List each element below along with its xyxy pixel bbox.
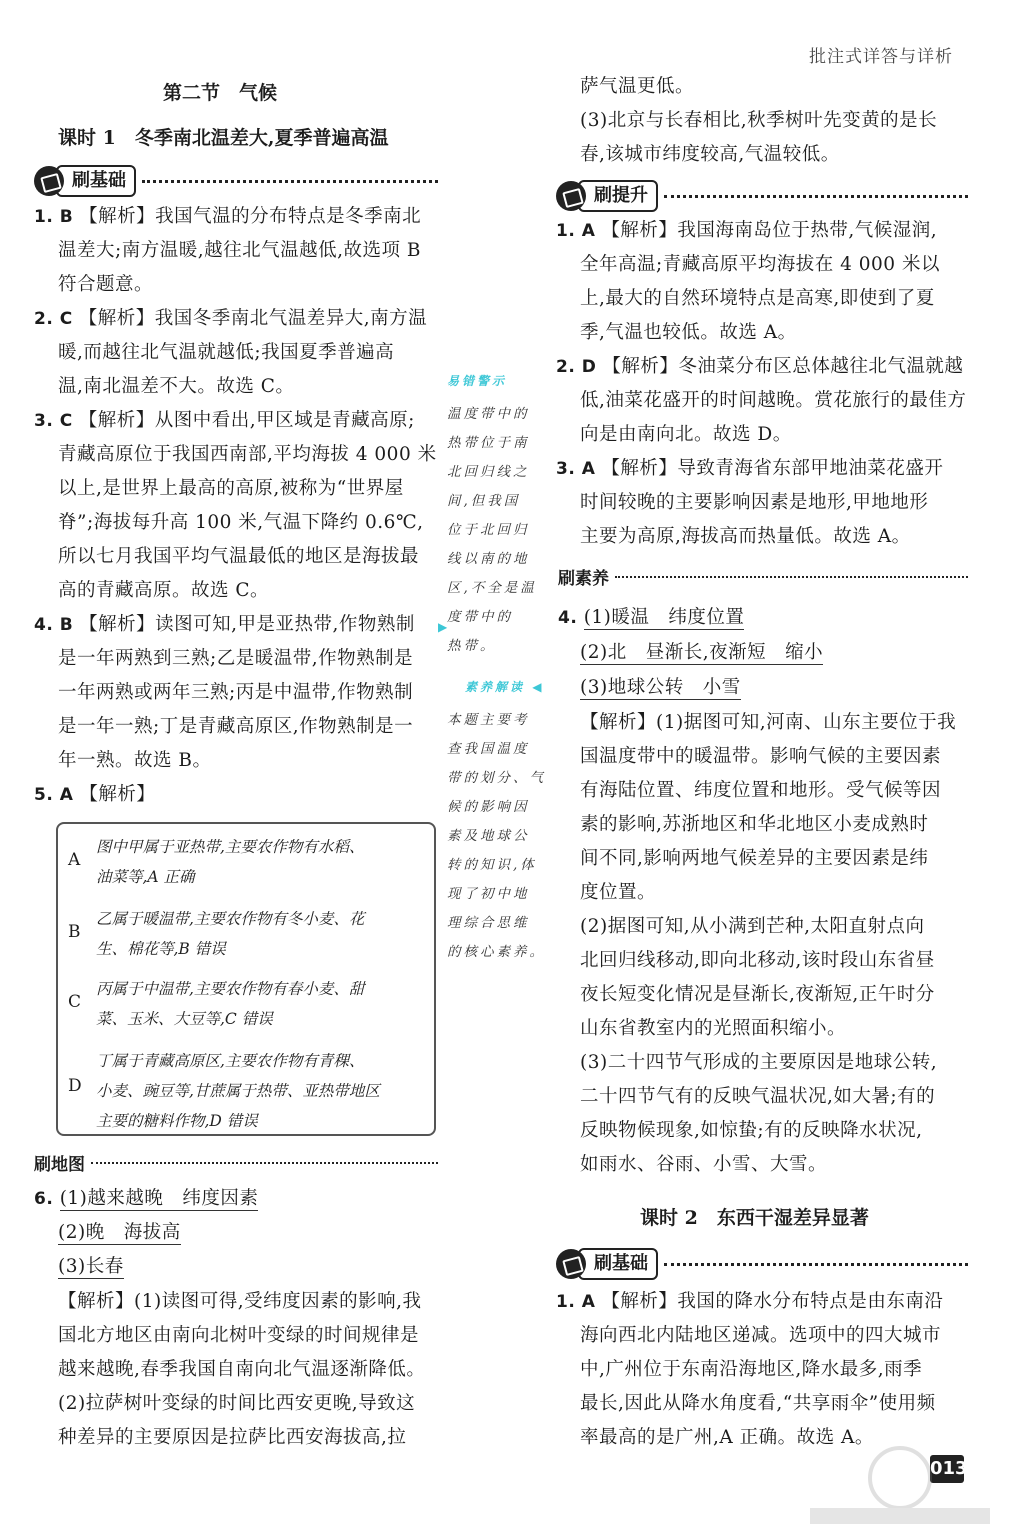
- text-line: [34, 574, 434, 608]
- line-text: 【解析】从图中看出,甲区域是青藏高原;: [78, 410, 415, 431]
- q6-answer-3: (3)长春: [58, 1256, 124, 1277]
- text-line: 现了初中地: [447, 886, 530, 902]
- text-line: 温度带中的: [447, 406, 530, 422]
- question-number: 6.: [34, 1189, 54, 1209]
- dotted-divider: [142, 180, 438, 183]
- page-number: 013: [930, 1455, 964, 1483]
- line-text: 脊”;海拔每升高 100 米,气温下降约 0.6℃,: [58, 512, 424, 533]
- text-line: [34, 642, 434, 676]
- text-line: 春,该城市纬度较高,气温较低。: [580, 144, 840, 165]
- q4-answer-1: [558, 601, 744, 635]
- text-line: 热带。: [447, 638, 497, 654]
- lesson2-title: 课时 2 东西干湿差异显著: [640, 1207, 869, 1229]
- text-line: 区,不全是温: [447, 580, 537, 596]
- text-line: [34, 472, 434, 506]
- text-line: 北回归线移动,即向北移动,该时段山东省昼: [580, 950, 935, 971]
- text-line: 理综合思维: [447, 915, 530, 931]
- text-line: [34, 676, 434, 710]
- question-number: 4.: [558, 608, 578, 628]
- side-note-heading-2: 素养解读 ◀: [465, 680, 545, 694]
- text-line: 度位置。: [580, 882, 657, 903]
- question-number: 1. A: [556, 1292, 596, 1312]
- line-text: 海向西北内陆地区递减。选项中的四大城市: [580, 1325, 942, 1346]
- text-line: [556, 1387, 943, 1421]
- option-label: D: [68, 1076, 82, 1096]
- line-text: 时间较晚的主要影响因素是地形,甲地地形: [580, 492, 929, 513]
- option-text: 油菜等,A 正确: [96, 868, 195, 886]
- line-text: 年一熟。故选 B。: [58, 750, 212, 771]
- text-line: 二十四节气有的反映气温状况,如大暑;有的: [580, 1086, 936, 1107]
- text-line: [34, 404, 434, 438]
- line-text: 最长,因此从降水角度看,“共享雨伞”使用频: [580, 1393, 936, 1414]
- text-line: 素及地球公: [447, 828, 530, 844]
- line-text: 【解析】: [79, 784, 156, 805]
- text-line: [34, 302, 434, 336]
- text-line: [34, 778, 434, 812]
- option-text: 小麦、豌豆等,甘蔗属于热带、亚热带地区: [96, 1082, 380, 1100]
- line-text: 以上,是世界上最高的高原,被称为“世界屋: [58, 478, 404, 499]
- line-text: 向是由南向北。故选 D。: [580, 424, 792, 445]
- text-line: [34, 710, 434, 744]
- line-text: 暖,而越往北气温就越低;我国夏季普遍高: [58, 342, 395, 363]
- line-text: 【解析】导致青海省东部甲地油菜花盛开: [601, 458, 944, 479]
- line-text: 【解析】读图可知,甲是亚热带,作物熟制: [79, 614, 415, 635]
- badge-label: 刷提升: [578, 180, 658, 212]
- q4-analysis: [580, 706, 956, 1182]
- text-line: 萨气温更低。: [580, 76, 695, 97]
- section-title: 第二节 气候: [163, 82, 278, 104]
- text-line: [556, 350, 966, 384]
- text-line: [556, 214, 966, 248]
- option-text: 丁属于青藏高原区,主要农作物有青稞、: [96, 1052, 365, 1070]
- text-line: [34, 370, 434, 404]
- text-line: (3)二十四节气形成的主要原因是地球公转,: [580, 1052, 938, 1073]
- text-line: 越来越晚,春季我国自南向北气温逐渐降低。: [58, 1359, 426, 1380]
- dotted-divider: [615, 576, 968, 578]
- question-number: 2. D: [556, 357, 597, 377]
- book-icon: [556, 181, 586, 211]
- badge-basic-2: [556, 1248, 968, 1280]
- text-line: 国温度带中的暖温带。影响气候的主要因素: [580, 746, 942, 767]
- text-line: 素的影响,苏浙地区和华北地区小麦成熟时: [580, 814, 929, 835]
- text-line: [556, 418, 966, 452]
- arrow-right-icon: ▶: [438, 620, 448, 634]
- text-line: [34, 744, 434, 778]
- option-text: 丙属于中温带,主要农作物有春小麦、甜: [96, 980, 365, 998]
- line-text: 季,气温也较低。故选 A。: [580, 322, 797, 343]
- text-line: [556, 520, 966, 554]
- option-text: 主要的糖料作物,D 错误: [96, 1112, 258, 1130]
- text-line: 【解析】(1)读图可得,受纬度因素的影响,我: [58, 1291, 422, 1312]
- text-line: 间,但我国: [447, 493, 521, 509]
- text-line: 转的知识,体: [447, 857, 537, 873]
- text-line: 带的划分、气: [447, 770, 546, 786]
- q4-answer-2: (2)北 昼渐长,夜渐短 缩小: [580, 642, 824, 663]
- line-text: 【解析】冬油菜分布区总体越往北气温就越: [602, 356, 964, 377]
- text-line: [556, 1353, 943, 1387]
- section-literacy: [558, 564, 968, 589]
- text-line: (3)北京与长春相比,秋季树叶先变黄的是长: [580, 110, 938, 131]
- text-line: [556, 316, 966, 350]
- text-line: 有海陆位置、纬度位置和地形。受气候等因: [580, 780, 942, 801]
- dotted-divider: [664, 1263, 968, 1266]
- answer-text: (1)暖温 纬度位置: [583, 607, 745, 628]
- badge-label: 刷基础: [578, 1248, 658, 1280]
- option-text: 图中甲属于亚热带,主要农作物有水稻、: [96, 838, 365, 856]
- line-text: 高的青藏高原。故选 C。: [58, 580, 270, 601]
- text-line: [34, 268, 434, 302]
- line-text: 所以七月我国平均气温最低的地区是海拔最: [58, 546, 420, 567]
- text-line: 【解析】(1)据图可知,河南、山东主要位于我: [580, 712, 957, 733]
- text-line: [556, 486, 966, 520]
- text-line: 热带位于南: [447, 435, 530, 451]
- text-line: [556, 452, 966, 486]
- text-line: 间不同,影响两地气候差异的主要因素是纬: [580, 848, 929, 869]
- text-line: [34, 506, 434, 540]
- text-line: [34, 234, 434, 268]
- text-line: [34, 608, 434, 642]
- option-text: 菜、玉米、大豆等,C 错误: [96, 1010, 273, 1028]
- option-label: B: [68, 922, 81, 942]
- literacy-label: 刷素养: [558, 569, 609, 589]
- text-line: 查我国温度: [447, 741, 530, 757]
- line-text: 【解析】我国海南岛位于热带,气候湿润,: [601, 220, 938, 241]
- text-line: (2)据图可知,从小满到芒种,太阳直射点向: [580, 916, 925, 937]
- question-number: 1. B: [34, 207, 74, 227]
- text-line: 的核心素养。: [447, 944, 546, 960]
- line-text: 【解析】我国冬季南北气温差异大,南方温: [78, 308, 428, 329]
- question-number: 3. A: [556, 459, 596, 479]
- lesson1-title: 课时 1 冬季南北温差大,夏季普遍高温: [58, 127, 389, 149]
- lesson2-answers: [556, 1285, 943, 1455]
- option-analysis-box: [56, 822, 436, 1136]
- line-text: 低,油菜花盛开的时间越晚。赏花旅行的最佳方: [580, 390, 967, 411]
- text-line: [34, 336, 434, 370]
- question-number: 1. A: [556, 221, 596, 241]
- text-line: 国北方地区由南向北树叶变绿的时间规律是: [58, 1325, 420, 1346]
- book-icon: [556, 1249, 586, 1279]
- question-number: 3. C: [34, 411, 73, 431]
- option-text: 生、棉花等,B 错误: [96, 940, 226, 958]
- section-map-practice: [34, 1150, 438, 1175]
- option-label: A: [68, 850, 81, 870]
- side-note-heading: 易错警示: [447, 374, 508, 388]
- text-line: 本题主要考: [447, 712, 530, 728]
- side-note-2: [447, 706, 546, 967]
- q6-answer-1: [34, 1182, 258, 1216]
- left-answers: [34, 200, 437, 812]
- line-text: 温差大;南方温暖,越往北气温越低,故选项 B: [58, 240, 421, 261]
- text-line: [556, 1319, 943, 1353]
- line-text: 一年两熟或两年三熟;丙是中温带,作物熟制: [58, 682, 414, 703]
- line-text: 率最高的是广州,A 正确。故选 A。: [580, 1427, 874, 1448]
- dotted-divider: [91, 1162, 438, 1164]
- line-text: 青藏高原位于我国西南部,平均海拔 4 000 米: [58, 444, 437, 465]
- book-icon: [34, 166, 64, 196]
- dotted-divider: [664, 195, 968, 198]
- text-line: 北回归线之: [447, 464, 530, 480]
- question-number: 5. A: [34, 785, 74, 805]
- badge-basic: [34, 165, 438, 197]
- line-text: 符合题意。: [58, 274, 154, 295]
- text-line: 位于北回归: [447, 522, 530, 538]
- option-text: 乙属于暖温带,主要农作物有冬小麦、花: [96, 910, 365, 928]
- line-text: 中,广州位于东南沿海地区,降水最多,雨季: [580, 1359, 923, 1380]
- line-text: 全年高温;青藏高原平均海拔在 4 000 米以: [580, 254, 940, 275]
- line-text: 温,南北温差不大。故选 C。: [58, 376, 295, 397]
- text-line: 山东省教室内的光照面积缩小。: [580, 1018, 847, 1039]
- line-text: 主要为高原,海拔高而热量低。故选 A。: [580, 526, 911, 547]
- text-line: [34, 438, 437, 472]
- q4-answer-3: (3)地球公转 小雪: [580, 677, 741, 698]
- badge-label: 刷基础: [56, 165, 136, 197]
- text-line: 候的影响因: [447, 799, 530, 815]
- text-line: [556, 248, 966, 282]
- line-text: 【解析】我国的降水分布特点是由东南沿: [601, 1291, 944, 1312]
- text-line: [556, 282, 966, 316]
- text-line: [556, 1285, 943, 1319]
- badge-improve: [556, 180, 968, 212]
- text-line: 线以南的地: [447, 551, 530, 567]
- text-line: 度带中的: [447, 609, 513, 625]
- text-line: [556, 384, 966, 418]
- q6-analysis: [58, 1285, 425, 1455]
- text-line: 夜长短变化情况是昼渐长,夜渐短,正午时分: [580, 984, 935, 1005]
- watermark-logo: [800, 1440, 1000, 1530]
- text-line: [34, 200, 434, 234]
- line-text: 是一年两熟到三熟;乙是暖温带,作物熟制是: [58, 648, 414, 669]
- map-practice-label: 刷地图: [34, 1155, 85, 1175]
- header-title: 批注式详答与详析: [809, 47, 953, 67]
- text-line: [34, 540, 434, 574]
- q6-answer-2: (2)晚 海拔高: [58, 1222, 181, 1243]
- improve-answers: [556, 214, 966, 554]
- line-text: 【解析】我国气温的分布特点是冬季南北: [79, 206, 422, 227]
- line-text: 是一年一熟;丁是青藏高原区,作物熟制是一: [58, 716, 414, 737]
- answer-text: (1)越来越晚 纬度因素: [59, 1188, 259, 1209]
- text-line: 种差异的主要原因是拉萨比西安海拔高,拉: [58, 1427, 407, 1448]
- question-number: 4. B: [34, 615, 74, 635]
- line-text: 上,最大的自然环境特点是高寒,即使到了夏: [580, 288, 935, 309]
- text-line: 反映物候现象,如惊蛰;有的反映降水状况,: [580, 1120, 923, 1141]
- question-number: 2. C: [34, 309, 73, 329]
- text-line: (2)拉萨树叶变绿的时间比西安更晚,导致这: [58, 1393, 416, 1414]
- text-line: 如雨水、谷雨、小雪、大雪。: [580, 1154, 828, 1175]
- right-continuation: [580, 70, 937, 172]
- option-label: C: [68, 992, 82, 1012]
- side-note-1: [447, 400, 537, 661]
